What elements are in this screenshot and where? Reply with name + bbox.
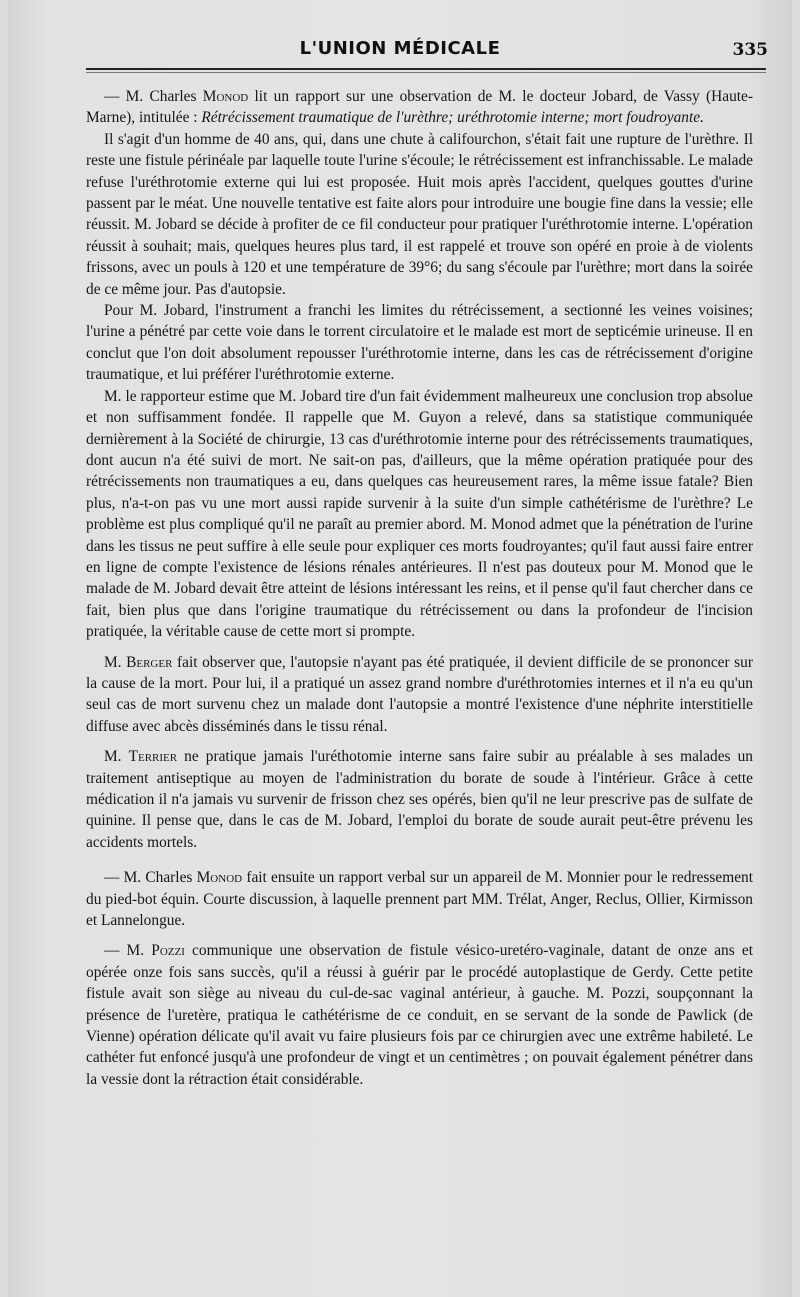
paragraph-terrier: M. Terrier ne pratique jamais l'uréthotomie interne sans faire subir au préalable à ses malades un traitement antiseptique au moyen de l'administration du borate de soude à l'intérieur. Grâce à cette médication il n'a jamais vu survenir de frisson chez ses opérés, bien qu'il ne leur prescrive pas de sulfate de quinine. Il pense que, dans le cas de M. Jobard, l'emploi du borate de soude aurait peut-être prévenu les accidents mortels.	[86, 748, 753, 851]
paragraph-monod-verbal: — M. Charles Monod fait ensuite un rapport verbal sur un appareil de M. Monnier pour le redressement du pied-bot équin. Courte discussion, à laquelle prennent part MM. Trélat, Anger, Reclus, Ollier, Kirmisson et Lannelongue.	[86, 869, 753, 930]
speaker-name: Monod	[196, 869, 243, 887]
speaker-name: Terrier	[128, 748, 178, 766]
paragraph-case: Il s'agit d'un homme de 40 ans, qui, dans une chute à califourchon, s'était fait une rupture de l'urèthre. Il reste une fistule périnéale par laquelle toute l'urine s'écoule; le rétrécissement est infranchissable. Le malade refuse l'uréthrotomie externe qui lui est proposée. Huit mois après l'accident, quelques gouttes d'urine passent par le méat. Une nouvelle tentative est faite alors pour introduire une bougie fine dans la vessie; elle réussit. M. Jobard se décide à profiter de ce fil conducteur pour pratiquer l'uréthrotomie interne. L'opération réussit à souhait; mais, quelques heures plus tard, il est rappelé et trouve son opéré en proie à de violents frissons, avec un pouls à 120 et une température de 39°6; du sang s'écoule par l'urèthre; mort dans la soirée de ce même jour. Pas d'autopsie.	[86, 130, 753, 298]
report-title: Rétrécissement traumatique de l'urèthre; uréthrotomie interne; mort foudroyante.	[201, 109, 704, 127]
paragraph-pozzi: — M. Pozzi communique une observation de fistule vésico-uretéro-vaginale, datant de onze ans et opérée onze fois sans succès, qu'il a réussi à guérir par le procédé autoplastique de Gerdy. Cette petite fistule avait son siège au niveau du cul-de-sac vaginal antérieur, à gauche. M. Pozzi, soupçonnant la présence de l'uretère, pratiqua le cathétérisme de ce conduit, en se servant de la sonde de Pawlick (de Vienne) opération délicate qu'il avait vu faire plusieurs fois par ce chirurgien avec une extrême habileté. Le cathéter fut enfoncé jusqu'à une profondeur de vingt et un centimètres ; on pouvait également pénétrer dans la vessie dont la rétraction était considérable.	[86, 942, 754, 1088]
page-number: 335	[732, 40, 768, 60]
page-header	[0, 36, 800, 64]
paragraph-monod-report: — M. Charles Monod lit un rapport sur une observation de M. le docteur Jobard, de Vassy (Haute-Marne), intitulée : Rétrécissement traumatique de l'urèthre; uréthrotomie interne; mort foudroyante.	[86, 88, 753, 127]
paragraph-jobard-opinion: Pour M. Jobard, l'instrument a franchi les limites du rétrécissement, a sectionné les veines voisines; l'urine a pénétré par cette voie dans le torrent circulatoire et le malade est mort de septicémie urineuse. Il en conclut que l'on doit absolument repousser l'uréthrotomie interne, dans les cas de rétrécissement d'origine traumatique, et lui préférer l'uréthrotomie externe.	[86, 302, 753, 384]
speaker-name: Berger	[126, 653, 173, 671]
paragraph-rapporteur: M. le rapporteur estime que M. Jobard tire d'un fait évidemment malheureux une conclusion trop absolue et non suffisamment fondée. Il rappelle que M. Guyon a relevé, dans sa statistique communiquée dernièrement à la Société de chirurgie, 13 cas d'uréthrotomie interne pour des rétrécissements traumatiques, dont aucun n'a été suivi de mort. Ne sait-on pas, d'ailleurs, que la même opération pratiquée pour des rétrécissements non traumatiques a eu, dans quelques cas heureusement rares, la même issue fatale? Bien plus, n'a-t-on pas vu une mort aussi rapide survenir à la suite d'un simple cathétérisme de l'urèthre? Le problème est plus compliqué qu'il ne paraît au premier abord. M. Monod admet que la pénétration de l'urine dans les tissus ne peut suffire à elle seule pour expliquer ces morts foudroyantes; qu'il faut aussi faire entrer en ligne de compte l'existence de lésions rénales antérieures. Il n'est pas douteux pour M. Monod que le malade de M. Jobard devait être atteint de lésions intéressant les reins, et il pense qu'il faut chercher dans ce fait, bien plus que dans l'origine traumatique du rétrécissement ou dans la profondeur de l'incision pratiquée, la véritable cause de cette mort si prompte.	[86, 387, 753, 641]
speaker-name: Monod	[202, 88, 249, 105]
header-rule	[86, 68, 766, 70]
paragraph-berger: M. Berger fait observer que, l'autopsie n'ayant pas été pratiquée, il devient difficile de se prononcer sur la cause de la mort. Pour lui, il a pratiqué un assez grand nombre d'uréthrotomies internes et il n'a eu qu'un seul cas de mort survenu chez un malade dont l'autopsie a montré l'existence d'une néphrite interstitielle diffuse avec abcès disséminés dans le tissu rénal.	[86, 653, 753, 735]
speaker-name: Pozzi	[151, 942, 185, 960]
running-title: L'UNION MÉDICALE	[299, 38, 501, 59]
body-text	[86, 86, 753, 1090]
header-rule-thin	[86, 72, 766, 73]
